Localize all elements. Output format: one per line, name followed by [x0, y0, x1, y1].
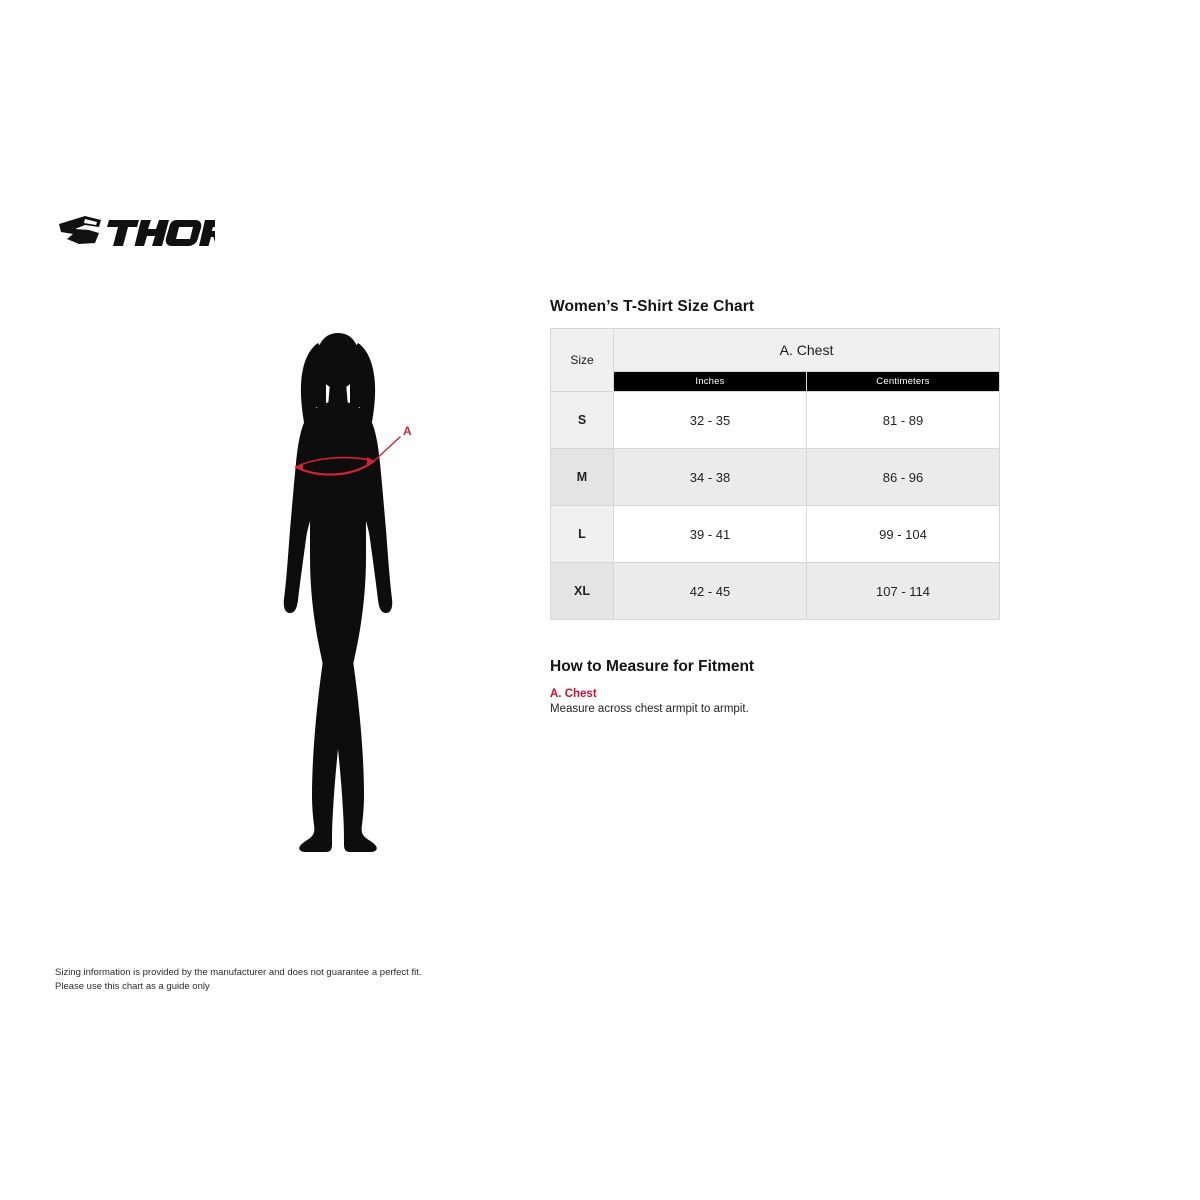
table-head	[551, 329, 1000, 392]
cell-chest-cm: 107 - 114	[807, 563, 1000, 620]
disclaimer-line-2: Please use this chart as a guide only	[55, 980, 210, 992]
size-chart-table	[550, 328, 1000, 620]
cell-chest-inches: 32 - 35	[614, 392, 807, 449]
header-chest-group: A. Chest	[614, 329, 1000, 372]
cell-chest-inches: 42 - 45	[614, 563, 807, 620]
size-chart-section	[550, 298, 1010, 715]
table-row	[551, 449, 1000, 506]
table-row	[551, 506, 1000, 563]
header-unit-inches: Inches	[614, 372, 807, 392]
page-title: Women’s T-Shirt Size Chart	[550, 298, 755, 315]
cell-chest-inches: 39 - 41	[614, 506, 807, 563]
cell-size: L	[551, 506, 614, 563]
thor-helmet-logo-icon	[55, 210, 215, 256]
measure-item	[550, 688, 1010, 715]
cell-size: XL	[551, 563, 614, 620]
header-unit-centimeters: Centimeters	[807, 372, 1000, 392]
table-header-row	[551, 329, 1000, 372]
cell-chest-cm: 81 - 89	[807, 392, 1000, 449]
how-to-measure-title: How to Measure for Fitment	[550, 658, 755, 675]
table-body	[551, 392, 1000, 620]
table-row	[551, 563, 1000, 620]
cell-chest-inches: 34 - 38	[614, 449, 807, 506]
disclaimer	[55, 966, 555, 994]
table-subheader-row	[551, 372, 1000, 392]
cell-chest-cm: 86 - 96	[807, 449, 1000, 506]
brand-logo	[55, 210, 215, 256]
cell-size: M	[551, 449, 614, 506]
table-row	[551, 392, 1000, 449]
cell-chest-cm: 99 - 104	[807, 506, 1000, 563]
cell-size: S	[551, 392, 614, 449]
chest-callout-label: A	[403, 424, 412, 438]
female-silhouette-icon	[240, 325, 440, 860]
header-size: Size	[551, 329, 614, 392]
measure-item-label: A. Chest	[550, 688, 597, 700]
measure-item-description: Measure across chest armpit to armpit.	[550, 703, 749, 715]
disclaimer-line-1: Sizing information is provided by the manufacturer and does not guarantee a perfect fit.	[55, 967, 422, 978]
body-silhouette-figure	[240, 325, 440, 860]
